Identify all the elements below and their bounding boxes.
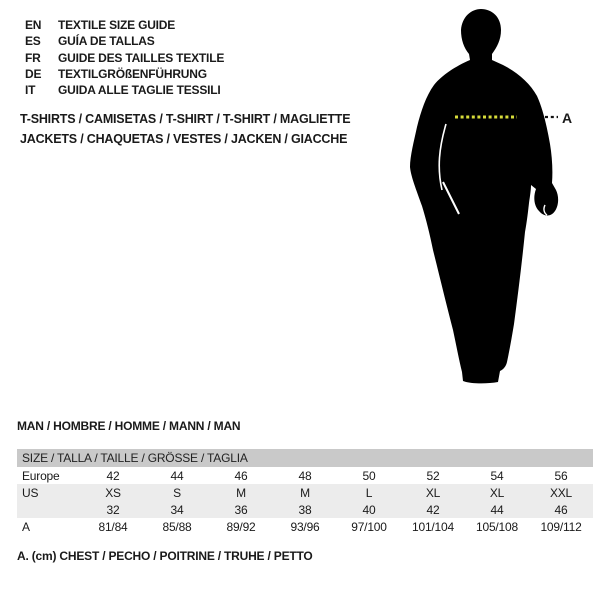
language-label: TEXTILGRÖßENFÜHRUNG (58, 67, 207, 82)
language-label: GUIDA ALLE TAGLIE TESSILI (58, 83, 221, 98)
size-cell: 105/108 (476, 519, 518, 534)
measurement-footnote: A. (cm) CHEST / PECHO / POITRINE / TRUHE / PETTO (17, 549, 313, 563)
size-cell: S (173, 485, 181, 500)
size-cell: M (300, 485, 310, 500)
size-guide-figure (400, 0, 600, 400)
size-cell: XL (425, 485, 441, 500)
man-silhouette (410, 9, 558, 383)
language-label: TEXTILE SIZE GUIDE (58, 18, 176, 33)
size-cell: 54 (490, 468, 504, 483)
size-cell: 81/84 (98, 519, 128, 534)
size-cell: 32 (106, 502, 120, 517)
category-line: JACKETS / CHAQUETAS / VESTES / JACKEN / GIACCHE (20, 132, 348, 146)
language-row (25, 50, 224, 66)
measure-label-a: A (562, 110, 573, 126)
row-label: Europe (22, 468, 60, 483)
size-cell: 50 (362, 468, 376, 483)
size-cell: 46 (234, 468, 248, 483)
size-cell: 46 (554, 502, 568, 517)
size-cell: 44 (490, 502, 504, 517)
language-row (25, 82, 224, 98)
size-cell: 48 (298, 468, 312, 483)
size-cell: 36 (234, 502, 248, 517)
size-cell: 89/92 (226, 519, 256, 534)
table-row (17, 518, 593, 535)
language-code: DE (25, 67, 42, 82)
size-cell: 109/112 (540, 519, 582, 534)
language-list (25, 17, 224, 98)
size-cell: M (236, 485, 246, 500)
table-row (17, 501, 593, 518)
size-cell: 97/100 (351, 519, 387, 534)
size-cell: 42 (426, 502, 440, 517)
size-cell: 38 (298, 502, 312, 517)
size-cell: 40 (362, 502, 376, 517)
size-cell: 93/96 (290, 519, 320, 534)
size-cell: XXL (549, 485, 573, 500)
size-table-header: SIZE / TALLA / TAILLE / GRÖSSE / TAGLIA (17, 449, 593, 467)
size-table-body (17, 467, 593, 535)
figure-svg (400, 0, 600, 400)
size-cell: 101/104 (412, 519, 454, 534)
gender-label: MAN / HOMBRE / HOMME / MANN / MAN (17, 419, 241, 433)
language-row (25, 33, 224, 49)
size-cell: 42 (106, 468, 120, 483)
size-cell: 52 (426, 468, 440, 483)
size-cell: XS (105, 485, 121, 500)
size-cell: L (365, 485, 373, 500)
row-label: A (22, 519, 30, 534)
language-code: EN (25, 18, 42, 33)
language-code: ES (25, 34, 41, 49)
size-cell: 44 (170, 468, 184, 483)
size-cell: 56 (554, 468, 568, 483)
language-row (25, 17, 224, 33)
size-cell: 85/88 (162, 519, 192, 534)
category-list (20, 109, 350, 149)
language-label: GUIDE DES TAILLES TEXTILE (58, 50, 225, 65)
row-label: US (22, 485, 39, 500)
language-row (25, 66, 224, 82)
category-line: T-SHIRTS / CAMISETAS / T-SHIRT / T-SHIRT / MAGLIETTE (20, 112, 351, 126)
table-row (17, 484, 593, 501)
size-cell: XL (489, 485, 505, 500)
language-code: IT (25, 83, 36, 98)
language-code: FR (25, 50, 41, 65)
table-row (17, 467, 593, 484)
language-label: GUÍA DE TALLAS (58, 34, 155, 49)
size-cell: 34 (170, 502, 184, 517)
size-table (17, 449, 593, 535)
